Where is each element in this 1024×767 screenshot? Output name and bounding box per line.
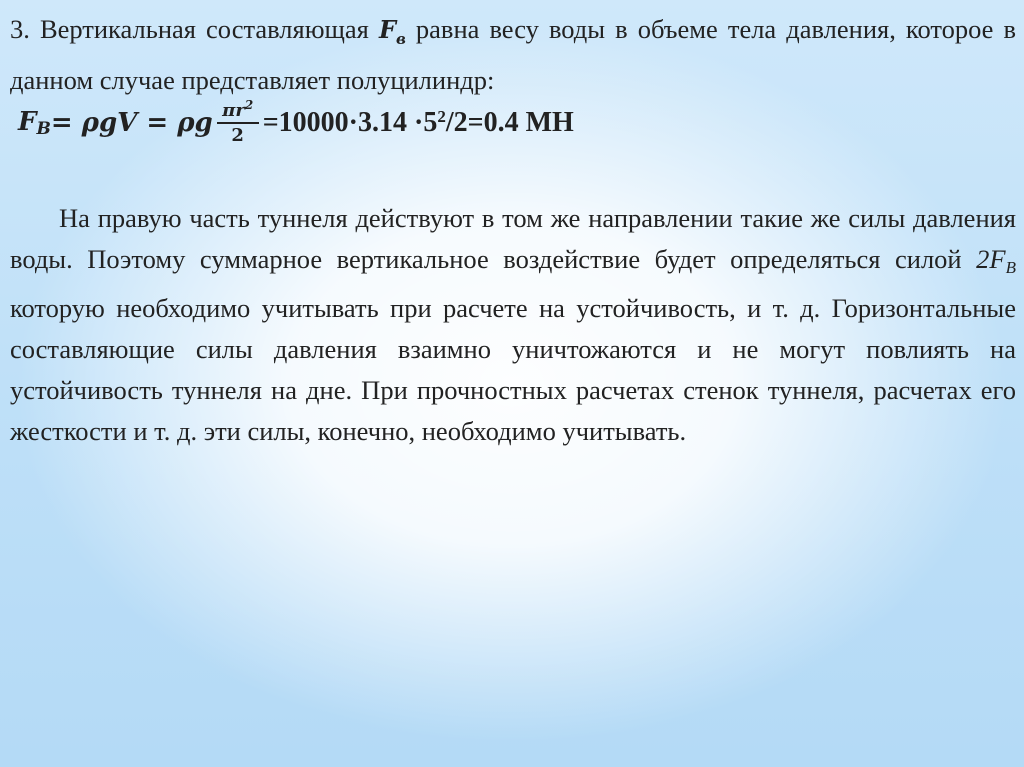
formula-calculation [263,107,574,139]
formula-lhs-subscript: B [36,119,51,139]
calculation-part-b: /2=0.4 МН [445,107,574,138]
double-force-letters: 2F [976,244,1006,274]
intro-prefix-text: 3. Вертикальная составляющая [10,14,379,44]
double-force-subscript: B [1005,258,1016,277]
paragraph-main [10,198,1016,452]
fraction-numerator-exponent: 2 [244,98,254,112]
fraction-numerator [220,94,255,122]
intro-suffix-text: равна весу воды в объеме тела давления, которое в данном случае представляет полуцилиндр: [10,14,1016,95]
fraction-denominator: 2 [231,125,244,146]
formula-lhs-letter: F [18,107,37,137]
main-text-part1: На правую часть туннеля действуют в том же направлении такие же силы давления воды. Поэтому суммарное вертикальное воздействие будет определяться силой [10,203,1016,274]
main-text-part2: которую необходимо учитывать при расчете на устойчивость, и т. д. Горизонтальные составляющие силы давления взаимно уничтожаются и не могут повлиять на устойчивость туннеля на дне. При прочностных расчетах стенок туннеля, расчетах его жесткости и т. д. эти силы, конечно, необходимо учитывать. [10,293,1016,446]
force-symbol [378,15,406,48]
force-symbol-letter: F [378,15,396,44]
formula-equality-chain: = ρgV = ρg [50,108,213,138]
formula-lhs [18,107,51,139]
formula-fraction [217,94,259,148]
double-force-symbol [976,244,1016,277]
fraction-numerator-base: πr [222,100,245,121]
force-symbol-subscript: в [395,29,406,48]
calculation-part-a: =10000·3.14 ·5 [262,107,438,138]
buoyancy-formula [18,88,574,158]
calculation-exponent: 2 [437,107,446,126]
